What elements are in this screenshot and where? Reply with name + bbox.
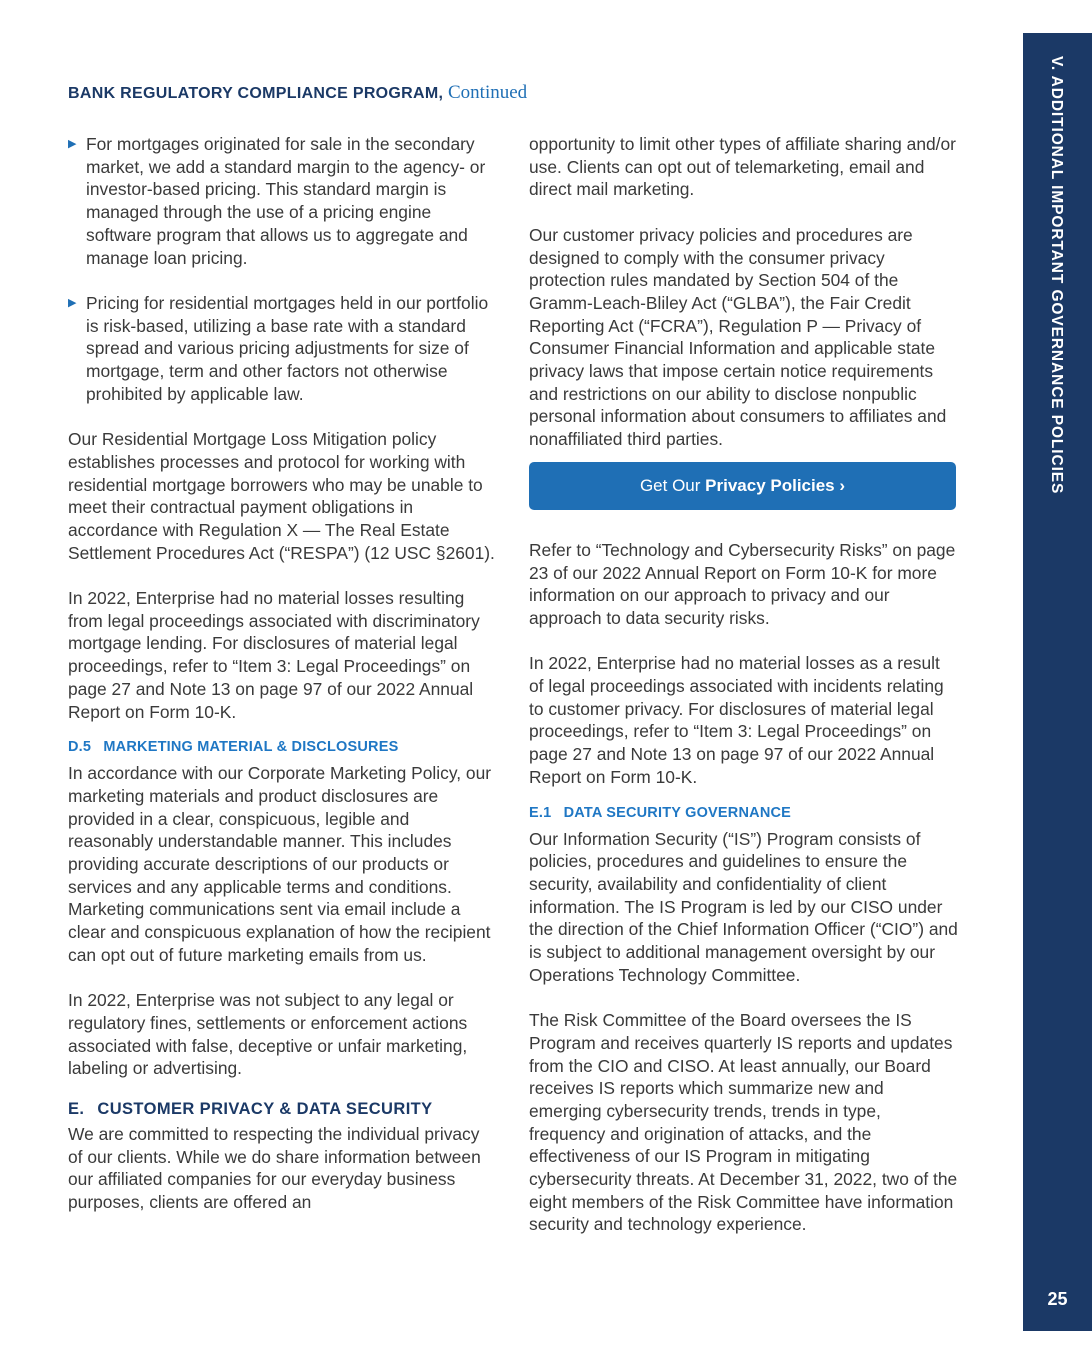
section-header xyxy=(68,82,527,104)
cta-prefix: Get Our xyxy=(639,475,701,495)
paragraph-marketing-policy: In accordance with our Corporate Marketing Policy, our marketing materials and product disclosures are provided in a clear, conspicuous, legible and reasonably understandable manner. This includes providing accurate descriptions of our products or services and any applicable terms and conditions. Marketing communications sent via email include a clear and conspicuous explanation of how the recipient can opt out of future marketing emails from us. xyxy=(68,763,492,965)
list-item xyxy=(68,292,496,406)
paragraph-risk-committee: The Risk Committee of the Board oversees the IS Program and receives quarterly IS reports and updates from the CIO and CISO. At least annually, our Board receives IS reports which summarize new and emerging cybersecurity trends, trends in type, frequency and origination of attacks, and the effectiveness of our IS Program in mitigating cybersecurity threats. At December 31, 2022, two of the eight members of the Risk Committee have information security and technology experience. xyxy=(529,1010,958,1235)
heading-e1 xyxy=(529,803,959,823)
heading-d5-title: MARKETING MATERIAL & DISCLOSURES xyxy=(103,739,399,756)
left-column xyxy=(68,133,496,1237)
bullet-arrow-icon: ▶ xyxy=(68,138,77,150)
paragraph-marketing-2022: In 2022, Enterprise was not subject to any legal or regulatory fines, settlements or enforcement actions associated with false, deceptive or unfair marketing, labeling or advertising. xyxy=(68,990,468,1079)
paragraph-opt-out: opportunity to limit other types of affiliate sharing and/or use. Clients can opt out of telemarketing, email and direct mail marketing. xyxy=(529,134,956,200)
heading-e1-number: E.1 xyxy=(529,804,552,821)
heading-e-title: CUSTOMER PRIVACY & DATA SECURITY xyxy=(97,1100,433,1119)
sidebar-section-title: V. ADDITIONAL IMPORTANT GOVERNANCE POLICIES xyxy=(1048,56,1065,495)
paragraph-loss-mitigation: Our Residential Mortgage Loss Mitigation policy establishes processes and protocol for working with residential mortgage borrowers who may be unable to meet their contractual payment obligations in accordance with Regulation X — The Real Estate Settlement Procedures Act (“RESPA”) (12 USC §2601). xyxy=(68,429,495,563)
heading-e1-title: DATA SECURITY GOVERNANCE xyxy=(563,804,792,821)
section-header-continued: Continued xyxy=(448,82,528,103)
bullet-arrow-icon: ▶ xyxy=(68,296,77,309)
page-number: 25 xyxy=(1047,1289,1068,1309)
heading-d5 xyxy=(68,737,496,757)
heading-d5-number: D.5 xyxy=(68,739,92,756)
get-privacy-policies-button[interactable] xyxy=(529,462,956,510)
bullet-text: For mortgages originated for sale in the secondary market, we add a standard margin to the agency- or investor-based pricing. This standard margin is managed through the use of a pricing engine software program that allows us to aggregate and manage loan pricing. xyxy=(86,134,486,268)
paragraph-privacy-commitment: We are committed to respecting the individual privacy of our clients. While we do share information between our affiliated companies for our everyday business purposes, clients are offered an xyxy=(68,1124,481,1213)
paragraph-2022-lending: In 2022, Enterprise had no material losses resulting from legal proceedings associated with discriminatory mortgage lending. For disclosures of material legal proceedings, refer to “Item 3: Legal Proceedings” on page 27 and Note 13 on page 97 of our 2022 Annual Report on Form 10-K. xyxy=(68,588,480,722)
chevron-right-icon: › xyxy=(839,475,846,495)
right-column xyxy=(529,133,959,1259)
heading-e-number: E. xyxy=(68,1100,85,1119)
section-header-title: BANK REGULATORY COMPLIANCE PROGRAM, xyxy=(68,85,444,102)
paragraph-refer-cyber: Refer to “Technology and Cybersecurity Risks” on page 23 of our 2022 Annual Report on Form 10-K for more information on our approach to privacy and our approach to data security risks. xyxy=(529,539,956,628)
bullet-text: Pricing for residential mortgages held in our portfolio is risk-based, utilizing a base rate with a standard spread and various pricing adjustments for size of mortgage, term and other factors not otherwise prohibited by applicable law. xyxy=(86,292,489,404)
list-item xyxy=(68,133,496,269)
cta-bold: Privacy Policies xyxy=(705,475,835,495)
paragraph-is-program: Our Information Security (“IS”) Program consists of policies, procedures and guidelines to ensure the security, availability and confidentiality of client information. The IS Program is led by our CISO under the direction of the Chief Information Officer (“CIO”) and is subject to additional management oversight by our Operations Technology Committee. xyxy=(529,828,958,985)
paragraph-privacy-policies: Our customer privacy policies and procedures are designed to comply with the consumer privacy protection rules mandated by Section 504 of the Gramm-Leach-Bliley Act (“GLBA”), the Fair Credit Reporting Act (“FCRA”), Regulation P — Privacy of Consumer Financial Information and applicable state privacy laws that impose certain notice requirements and restrictions on our ability to disclose nonpublic personal information about consumers to affiliates and nonaffiliated third parties. xyxy=(529,224,947,450)
paragraph-privacy-2022: In 2022, Enterprise had no material losses as a result of legal proceedings associated with incidents relating to customer privacy. For disclosures of material legal proceedings, refer to “Item 3: Legal Proceedings” on page 27 and Note 13 on page 97 of our 2022 Annual Report on Form 10-K. xyxy=(529,653,944,787)
heading-e xyxy=(68,1098,496,1120)
